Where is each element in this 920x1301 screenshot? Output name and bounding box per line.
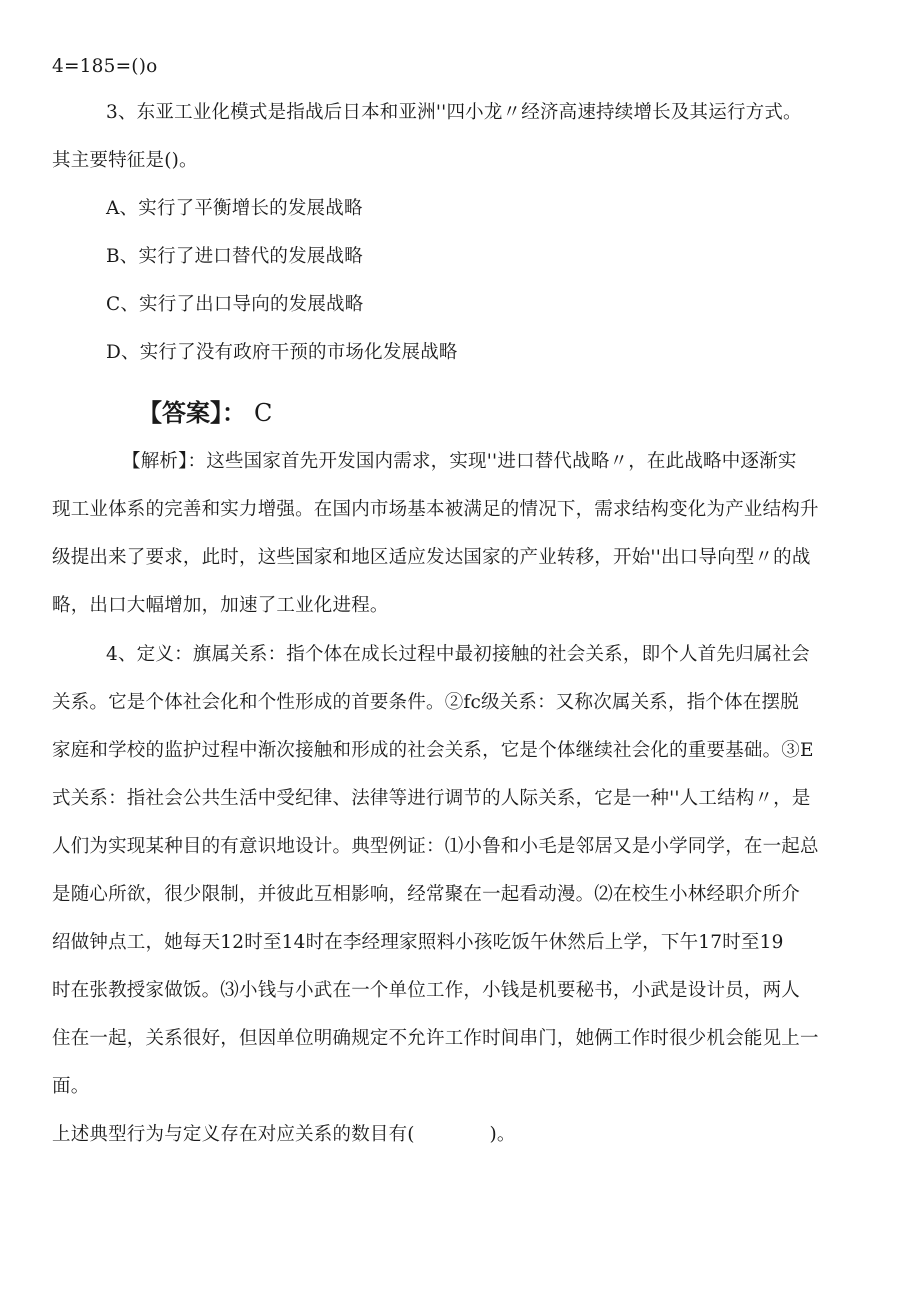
answer-value: C [254,399,273,427]
q4-line-7: 绍做钟点工，她每天12时至14时在李经理家照料小孩吃饭午休然后上学，下午17时至19 [52,932,784,953]
q3-option-d: D、实行了没有政府干预的市场化发展战略 [106,342,458,363]
q4-line-4: 式关系：指社会公共生活中受纪律、法律等进行调节的人际关系，它是一种''人工结构〃，是 [52,788,811,809]
q4-line-10: 面。 [52,1076,90,1097]
q3-option-b: B、实行了进口替代的发展战略 [106,246,363,267]
q4-line-6: 是随心所欲，很少限制，并彼此互相影响，经常聚在一起看动漫。⑵在校生小林经职介所介 [52,884,801,905]
q3-stem-line-1: 3、东亚工业化模式是指战后日本和亚洲''四小龙〃经济高速持续增长及其运行方式。 [106,102,802,123]
answer-label: 【答案】： [138,399,246,427]
q4-question: 上述典型行为与定义存在对应关系的数目有( )。 [52,1124,516,1145]
q4-line-5: 人们为实现某种目的有意识地设计。典型例证：⑴小鲁和小毛是邻居又是小学同学，在一起总 [52,836,819,857]
continuation-line: 4=185=()o [52,56,158,77]
q3-answer [138,398,272,428]
q4-line-2: 关系。它是个体社会化和个性形成的首要条件。②fc级关系：又称次属关系，指个体在摆脱 [52,692,799,713]
q4-line-1: 4、定义：旗属关系：指个体在成长过程中最初接触的社会关系，即个人首先归属社会 [106,644,810,665]
q4-line-8: 时在张教授家做饭。⑶小钱与小武在一个单位工作，小钱是机要秘书，小武是设计员，两人 [52,980,801,1001]
q3-analysis-line-4: 略，出口大幅增加，加速了工业化进程。 [52,595,389,616]
q4-line-9: 住在一起，关系很好，但因单位明确规定不允许工作时间串门，她俩工作时很少机会能见上一 [52,1028,819,1049]
q3-stem-line-2: 其主要特征是()。 [52,150,198,171]
q3-analysis-line-2: 现工业体系的完善和实力增强。在国内市场基本被满足的情况下，需求结构变化为产业结构升 [52,499,819,520]
q4-line-3: 家庭和学校的监护过程中渐次接触和形成的社会关系，它是个体继续社会化的重要基础。③E [52,740,814,761]
q3-analysis-line-3: 级提出来了要求，此时，这些国家和地区适应发达国家的产业转移，开始''出口导向型〃的战 [52,547,811,568]
q3-option-c: C、实行了出口导向的发展战略 [106,294,364,315]
q3-analysis-line-1: 【解析】：这些国家首先开发国内需求，实现''进口替代战略〃，在此战略中逐渐实 [122,451,797,472]
q3-option-a: A、实行了平衡增长的发展战略 [106,198,363,219]
